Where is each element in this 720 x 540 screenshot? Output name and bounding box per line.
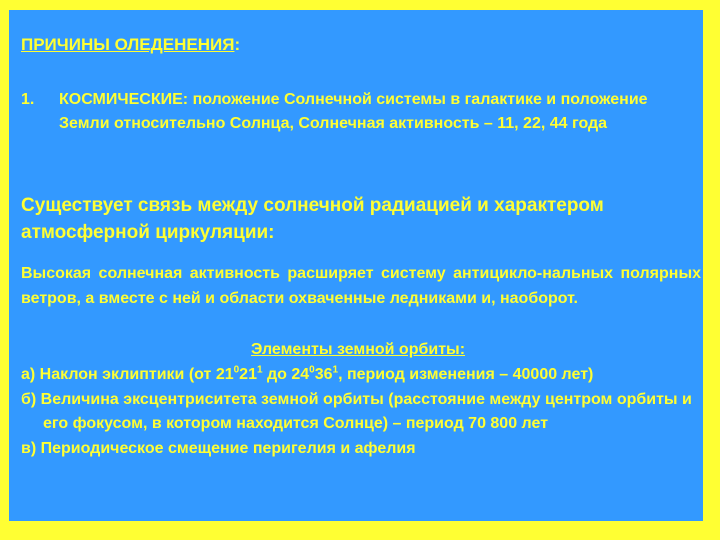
orbit-a-text-2: 21 [239, 366, 257, 383]
orbit-item-c: в) Периодическое смещение перигелия и афелия [21, 439, 416, 457]
cosmic-causes-text: КОСМИЧЕСКИЕ: положение Солнечной системы в галактике и положение Земли относительно Солнца, Солнечная активность – 11, 22, 44 года [59, 91, 648, 132]
lead-statement: Существует связь между солнечной радиацией и характером атмосферной циркуляции: [21, 195, 604, 243]
orbit-a-sup-2: 1 [256, 364, 263, 376]
orbit-item-a [21, 363, 701, 388]
orbit-a-sup-4: 1 [332, 364, 339, 376]
cosmic-causes-item [21, 88, 691, 136]
solar-activity-paragraph: Высокая солнечная активность расширяет систему антицикло-нальных полярных ветров, а вместе с ней и области охваченные ледниками и, наоборот. [21, 265, 701, 307]
page-title [21, 35, 240, 55]
orbit-a-text-4: 36 [314, 366, 333, 383]
orbit-item-b: б) Величина эксцентриситета земной орбиты (расстояние между центром орбиты и его фокусом, в котором находится Солнце) – период 70 800 лет [21, 390, 692, 432]
orbit-a-text-3: до 24 [262, 366, 310, 383]
orbit-a-text-1: а) Наклон эклиптики (от 21 [21, 366, 234, 383]
content-panel [7, 8, 705, 523]
title-text: ПРИЧИНЫ ОЛЕДЕНЕНИЯ [21, 35, 235, 54]
list-number: 1. [21, 91, 35, 108]
orbit-elements-heading: Элементы земной орбиты: [250, 341, 466, 358]
orbit-elements-list [21, 363, 701, 461]
orbit-a-sup-3: 0 [309, 364, 315, 376]
orbit-a-sup-1: 0 [233, 364, 240, 376]
title-colon: : [234, 35, 241, 54]
orbit-a-text-5: , период изменения – 40000 лет) [338, 366, 594, 383]
